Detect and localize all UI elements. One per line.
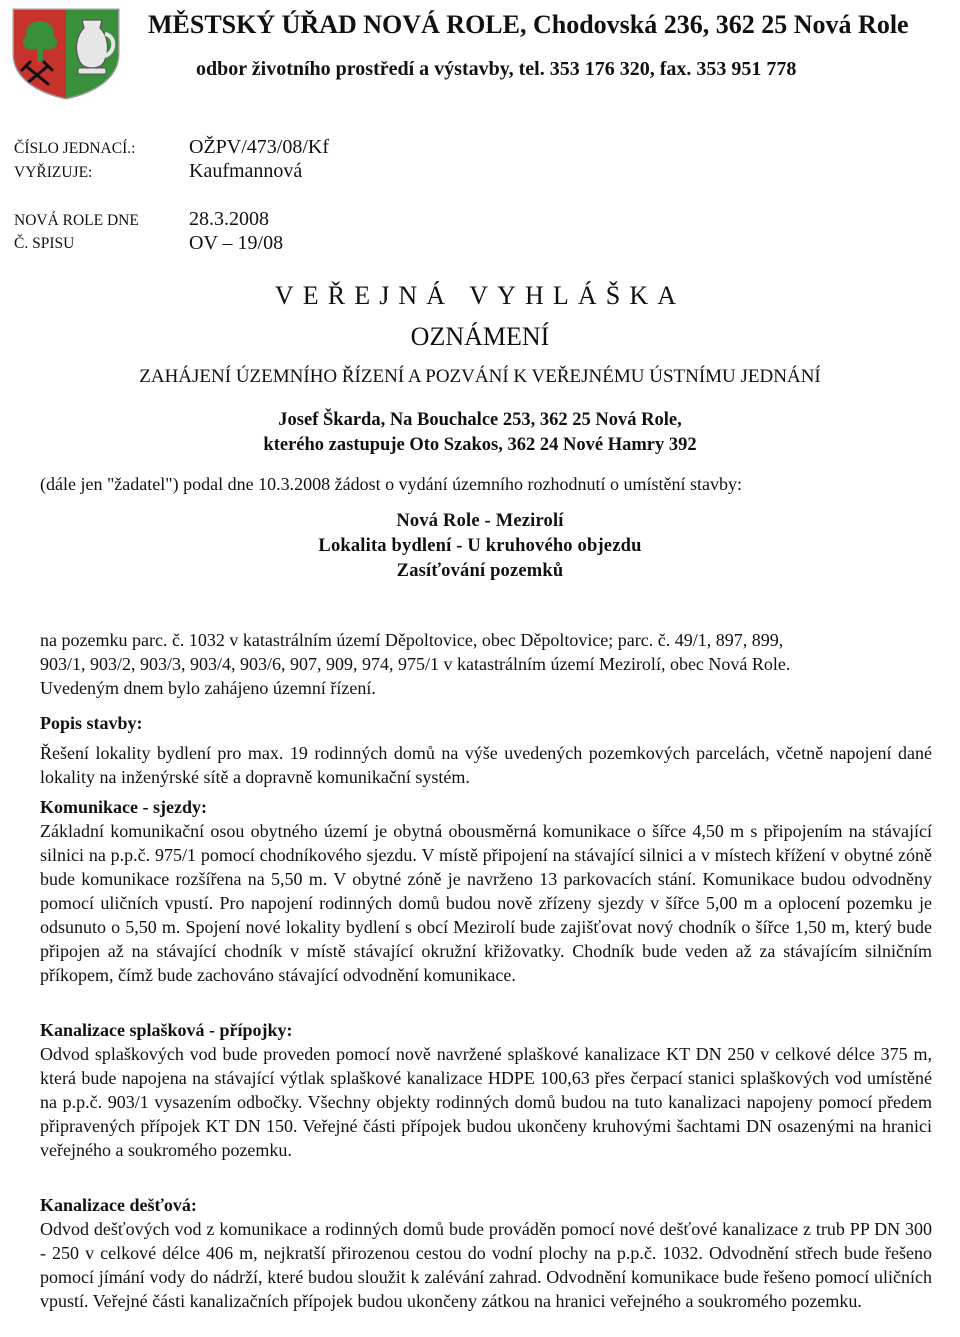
parcels-line: na pozemku parc. č. 1032 v katastrálním území Děpoltovice, obec Děpoltovice; parc. č. 49/1, 897, 899, — [40, 630, 784, 650]
reference-number-value: OŽPV/473/08/Kf — [189, 136, 329, 158]
public-notice-title: VEŘEJNÁ VYHLÁŠKA — [274, 281, 686, 310]
section-heading-description: Popis stavby: — [40, 713, 143, 733]
project-line: Nová Role - Mezirolí — [396, 511, 564, 531]
applicant-block — [0, 408, 960, 458]
applicant-line: kterého zastupuje Oto Szakos, 362 24 Nové Hamry 392 — [263, 435, 697, 455]
section-heading-sewage: Kanalizace splašková - přípojky: — [40, 1020, 293, 1040]
parcels-line: Uvedeným dnem bylo zahájeno územní řízení. — [40, 678, 376, 698]
office-title: MĚSTSKÝ ÚŘAD NOVÁ ROLE, Chodovská 236, 362 25 Nová Role — [148, 10, 909, 39]
section-text-roads: Základní komunikační osou obytného území je obytná obousměrná komunikace o šířce 4,50 m s připojením na stávající silnici na p.p.č. 975/1 pomocí chodníkového sjezdu. V místě připojení na stávající silnici a v místech křížení v obytné zóně bude komunikace rozšířena na 5,50 m. V obytné zóně je navrženo 13 parkovacích stání. Komunikace budou odvodněny pomocí uličních vpustí. Pro napojení rodinných domů budou nově zřízeny sjezdy v šířce 5,00 m a oplocení pozemku je odsunuto o 5,50 m. Spojení nové lokality bydlení s obcí Mezirolí bude zajišťovat nový chodník o šířce 1,50 m, který bude připojen až na stávající chodník v místě stávající okružní křižovatky. Chodník bude veden až za stávajícím silničním příkopem, čímž bude zachováno stávající odvodnění komunikace. — [40, 821, 932, 985]
section-heading-roads: Komunikace - sjezdy: — [40, 797, 207, 817]
request-line: (dále jen "žadatel") podal dne 10.3.2008 žádost o vydání územního rozhodnutí o umístění stavby: — [40, 474, 743, 494]
proceedings-subtitle: ZAHÁJENÍ ÚZEMNÍHO ŘÍZENÍ A POZVÁNÍ K VEŘEJNÉMU ÚSTNÍMU JEDNÁNÍ — [139, 366, 821, 387]
applicant-line: Josef Škarda, Na Bouchalce 253, 362 25 Nová Role, — [278, 410, 682, 430]
project-block — [0, 509, 960, 584]
date-value: 28.3.2008 — [189, 208, 269, 230]
announcement-title: OZNÁMENÍ — [410, 322, 550, 351]
reference-number-label: ČÍSLO JEDNACÍ.: — [14, 140, 136, 157]
section-text-sewage: Odvod splaškových vod bude proveden pomocí nově navržené splaškové kanalizace KT DN 250 v celkové délce 375 m, která bude napojena na stávající výtlak splaškové kanalizace HDPE 100,63 přes čerpací stanici splaškových vod umístěné na p.p.č. 903/1 vysazením odbočky. Všechny objekty rodinných domů budou na tuto kanalizaci napojeny pomocí předem připravených přípojek KT DN 150. Veřejné části přípojek budou ukončeny kruhovými šachtami DN osazenými na hranici veřejného a soukromého pozemku. — [40, 1044, 932, 1160]
project-line: Lokalita bydlení - U kruhového objezdu — [318, 536, 642, 556]
section-text-description: Řešení lokality bydlení pro max. 19 rodinných domů na výše uvedených pozemkových parcelách, včetně napojení dané lokality na inženýrské sítě a dopravně komunikační systém. — [40, 743, 932, 787]
handled-by-value: Kaufmannová — [189, 160, 303, 182]
handled-by-label: VYŘIZUJE: — [14, 164, 93, 181]
section-text-rainwater: Odvod dešťových vod z komunikace a rodinných domů bude prováděn pomocí nové dešťové kanalizace z trub PP DN 300 - 250 v celkové délce 406 m, nejkratší přirozenou cestou do vodní plochy na p.p.č. 1032. Odvodnění střech bude řešeno pomocí jímání vody do nádrží, které budou sloužit k zalévání zahrad. Odvodnění komunikace bude řešeno pomocí uličních vpustí. Veřejné části kanalizačních přípojek budou ukončeny zátkou na hranici veřejného a soukromého pozemku. — [40, 1219, 932, 1311]
department-contact: odbor životního prostředí a výstavby, tel. 353 176 320, fax. 353 951 778 — [196, 58, 797, 80]
project-line: Zasíťování pozemků — [396, 561, 564, 581]
file-number-label: Č. SPISU — [14, 235, 75, 252]
file-number-value: OV – 19/08 — [189, 232, 284, 254]
parcels-line: 903/1, 903/2, 903/3, 903/4, 903/6, 907, 909, 974, 975/1 v katastrálním území Mezirolí, obec Nová Role. — [40, 654, 791, 674]
town-coat-of-arms — [8, 6, 124, 100]
section-heading-rainwater: Kanalizace dešťová: — [40, 1195, 197, 1215]
date-label: NOVÁ ROLE DNE — [14, 212, 139, 229]
